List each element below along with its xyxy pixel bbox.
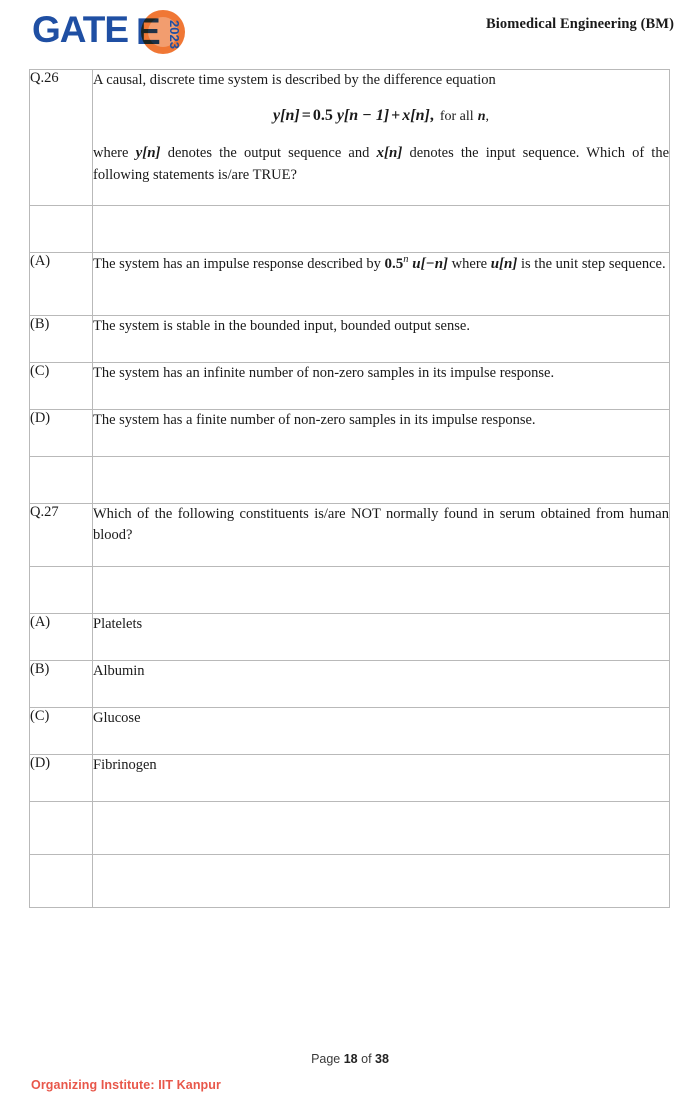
spacer-cell-label-5: [30, 855, 93, 908]
q26-stem-line1: A causal, discrete time system is described by the difference equation: [93, 72, 496, 88]
option-label-q27-a: (A): [30, 614, 93, 661]
option-text-q27-c: Glucose: [93, 708, 670, 755]
q26-stem2-c: denotes the input sequence. Which of the following statements is/are TRUE?: [93, 145, 669, 183]
question-body-q27: Which of the following constituents is/are NOT normally found in serum obtained from human blood?: [93, 504, 670, 567]
eq-lhs-index: [n]: [280, 106, 300, 124]
spacer-row-1: [30, 206, 670, 253]
eq-term2-var: x: [402, 106, 411, 124]
eq-qualifier-text: for all: [439, 108, 474, 124]
option-row-q27-b[interactable]: [30, 661, 670, 708]
option-text-q26-b: The system is stable in the bounded input, bounded output sense.: [93, 316, 670, 363]
q26-math-y: y[n]: [135, 145, 161, 162]
option-label-q27-d: (D): [30, 755, 93, 802]
spacer-cell-body-3: [93, 567, 670, 614]
eq-term1-var: y: [336, 106, 344, 124]
option-text-q27-a: Platelets: [93, 614, 670, 661]
q26a-math-sup: n: [403, 254, 409, 265]
option-row-q26-c[interactable]: [30, 363, 670, 410]
spacer-row-5: [30, 855, 670, 908]
question-number-q27: Q.27: [30, 504, 93, 567]
option-row-q26-d[interactable]: [30, 410, 670, 457]
q26-stem2-a: where: [93, 145, 136, 162]
page-number-current: 18: [343, 1052, 358, 1066]
spacer-cell-body-4: [93, 802, 670, 855]
question-table: [29, 69, 670, 908]
option-row-q26-a[interactable]: [30, 253, 670, 316]
page-footer: [0, 1040, 700, 1110]
option-text-q27-b: Albumin: [93, 661, 670, 708]
option-label-q26-d: (D): [30, 410, 93, 457]
eq-term1-index: [n − 1]: [343, 106, 390, 124]
eq-plus: +: [391, 106, 401, 124]
option-label-q26-b: (B): [30, 316, 93, 363]
option-row-q27-d[interactable]: [30, 755, 670, 802]
spacer-cell-label-4: [30, 802, 93, 855]
spacer-cell-body-5: [93, 855, 670, 908]
option-row-q26-b[interactable]: [30, 316, 670, 363]
option-label-q26-a: (A): [30, 253, 93, 316]
option-label-q26-c: (C): [30, 363, 93, 410]
spacer-cell-label-3: [30, 567, 93, 614]
question-number-q26: Q.26: [30, 70, 93, 206]
spacer-cell-label-2: [30, 457, 93, 504]
page-number: [0, 1052, 700, 1066]
eq-lhs-var: y: [273, 106, 281, 124]
option-row-q27-c[interactable]: [30, 708, 670, 755]
q26-stem-line2: [93, 143, 669, 185]
gate-logo-text: GATE: [32, 9, 129, 50]
option-text-q26-a: [93, 253, 670, 316]
question-row-q27: [30, 504, 670, 567]
spacer-row-3: [30, 567, 670, 614]
eq-term2-index: [n]: [410, 106, 430, 124]
eq-comma: ,: [429, 106, 434, 124]
page-number-total: 38: [375, 1052, 389, 1066]
q26a-math-num: 0.5: [384, 255, 404, 272]
eq-qualifier-var: n: [477, 108, 486, 124]
spacer-cell-label-1: [30, 206, 93, 253]
q26a-text-a: The system has an impulse response described by: [93, 255, 385, 272]
spacer-cell-body-2: [93, 457, 670, 504]
q26a-math-c: u[n]: [490, 255, 518, 272]
paper-title: Biomedical Engineering (BM): [486, 16, 674, 32]
page-number-prefix: Page: [311, 1052, 344, 1066]
question-row-q26: [30, 70, 670, 206]
q26-stem2-b: denotes the output sequence and: [160, 145, 377, 162]
gate-logo-letter-e: E: [136, 11, 161, 52]
organizing-institute: Organizing Institute: IIT Kanpur: [31, 1078, 221, 1092]
question-body-q26: [93, 70, 670, 206]
spacer-row-2: [30, 457, 670, 504]
q26a-math-b: u[−n]: [408, 255, 449, 272]
spacer-cell-body-1: [93, 206, 670, 253]
option-row-q27-a[interactable]: [30, 614, 670, 661]
page-number-middle: of: [357, 1052, 376, 1066]
gate-logo: [32, 6, 192, 56]
page-header: [0, 0, 700, 62]
q26-equation: [93, 105, 669, 128]
eq-qualifier-end: ,: [485, 108, 489, 124]
gate-logo-year: 2023: [167, 20, 182, 49]
q26-math-x: x[n]: [376, 145, 403, 162]
q26a-text-b: where: [448, 255, 491, 272]
option-text-q26-c: The system has an infinite number of non-zero samples in its impulse response.: [93, 363, 670, 410]
spacer-row-4: [30, 802, 670, 855]
eq-coefficient: 0.5: [312, 106, 333, 124]
option-label-q27-c: (C): [30, 708, 93, 755]
q26a-text-c: is the unit step sequence.: [517, 255, 666, 272]
option-label-q27-b: (B): [30, 661, 93, 708]
option-text-q26-d: The system has a finite number of non-zero samples in its impulse response.: [93, 410, 670, 457]
eq-equals: =: [301, 106, 311, 124]
option-text-q27-d: Fibrinogen: [93, 755, 670, 802]
